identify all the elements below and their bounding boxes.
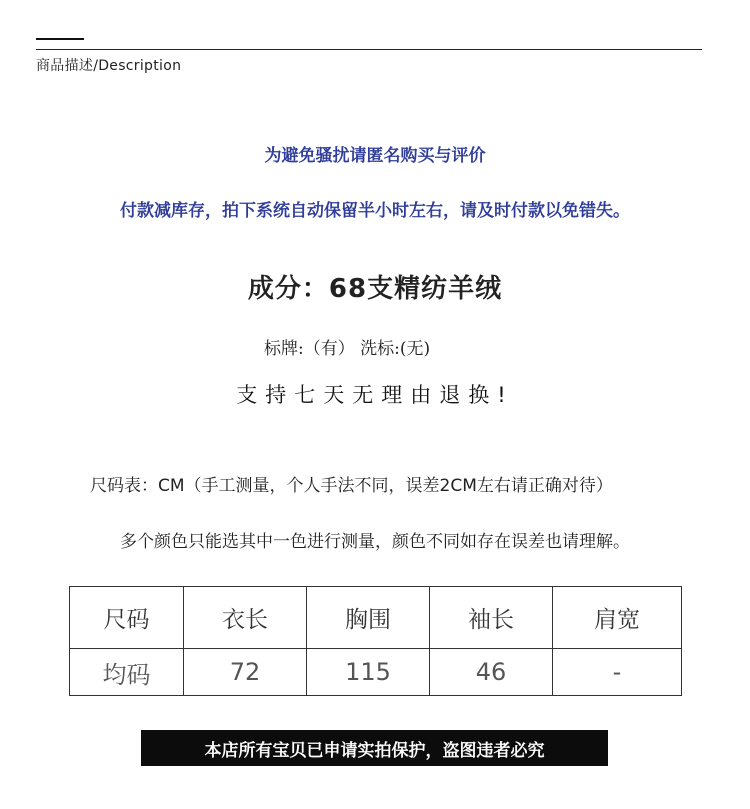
copyright-banner-text: 本店所有宝贝已申请实拍保护，盗图违者必究 xyxy=(204,740,545,761)
header-cell-chest: 胸围 xyxy=(307,587,430,649)
anonymous-purchase-notice: 为避免骚扰请匿名购买与评价 xyxy=(264,146,486,166)
header-cell-length: 衣长 xyxy=(184,587,307,649)
cell-length: 72 xyxy=(184,649,307,696)
cell-chest: 115 xyxy=(307,649,430,696)
cell-sleeve: 46 xyxy=(430,649,553,696)
cell-shoulder: - xyxy=(553,649,682,696)
size-table xyxy=(69,586,682,696)
payment-notice: 付款减库存，拍下系统自动保留半小时左右，请及时付款以免错失。 xyxy=(120,201,630,221)
section-title: 商品描述/Description xyxy=(36,58,182,74)
copyright-banner xyxy=(141,730,608,766)
composition-text: 成分：68支精纺羊绒 xyxy=(247,274,503,304)
header-cell-shoulder: 肩宽 xyxy=(553,587,682,649)
cell-size: 均码 xyxy=(70,649,184,696)
tag-label-info: 标牌:（有） 洗标:(无) xyxy=(264,339,431,359)
table-row xyxy=(70,649,682,696)
return-policy-text: 支持七天无理由退换! xyxy=(236,383,514,407)
header-divider xyxy=(36,49,702,50)
header-accent-line xyxy=(36,38,84,40)
header-cell-size: 尺码 xyxy=(70,587,184,649)
color-measure-note: 多个颜色只能选其中一色进行测量，颜色不同如存在误差也请理解。 xyxy=(120,532,630,552)
size-chart-note: 尺码表：CM（手工测量，个人手法不同，误差2CM左右请正确对待） xyxy=(90,476,613,496)
table-header-row xyxy=(70,587,682,649)
header-cell-sleeve: 袖长 xyxy=(430,587,553,649)
